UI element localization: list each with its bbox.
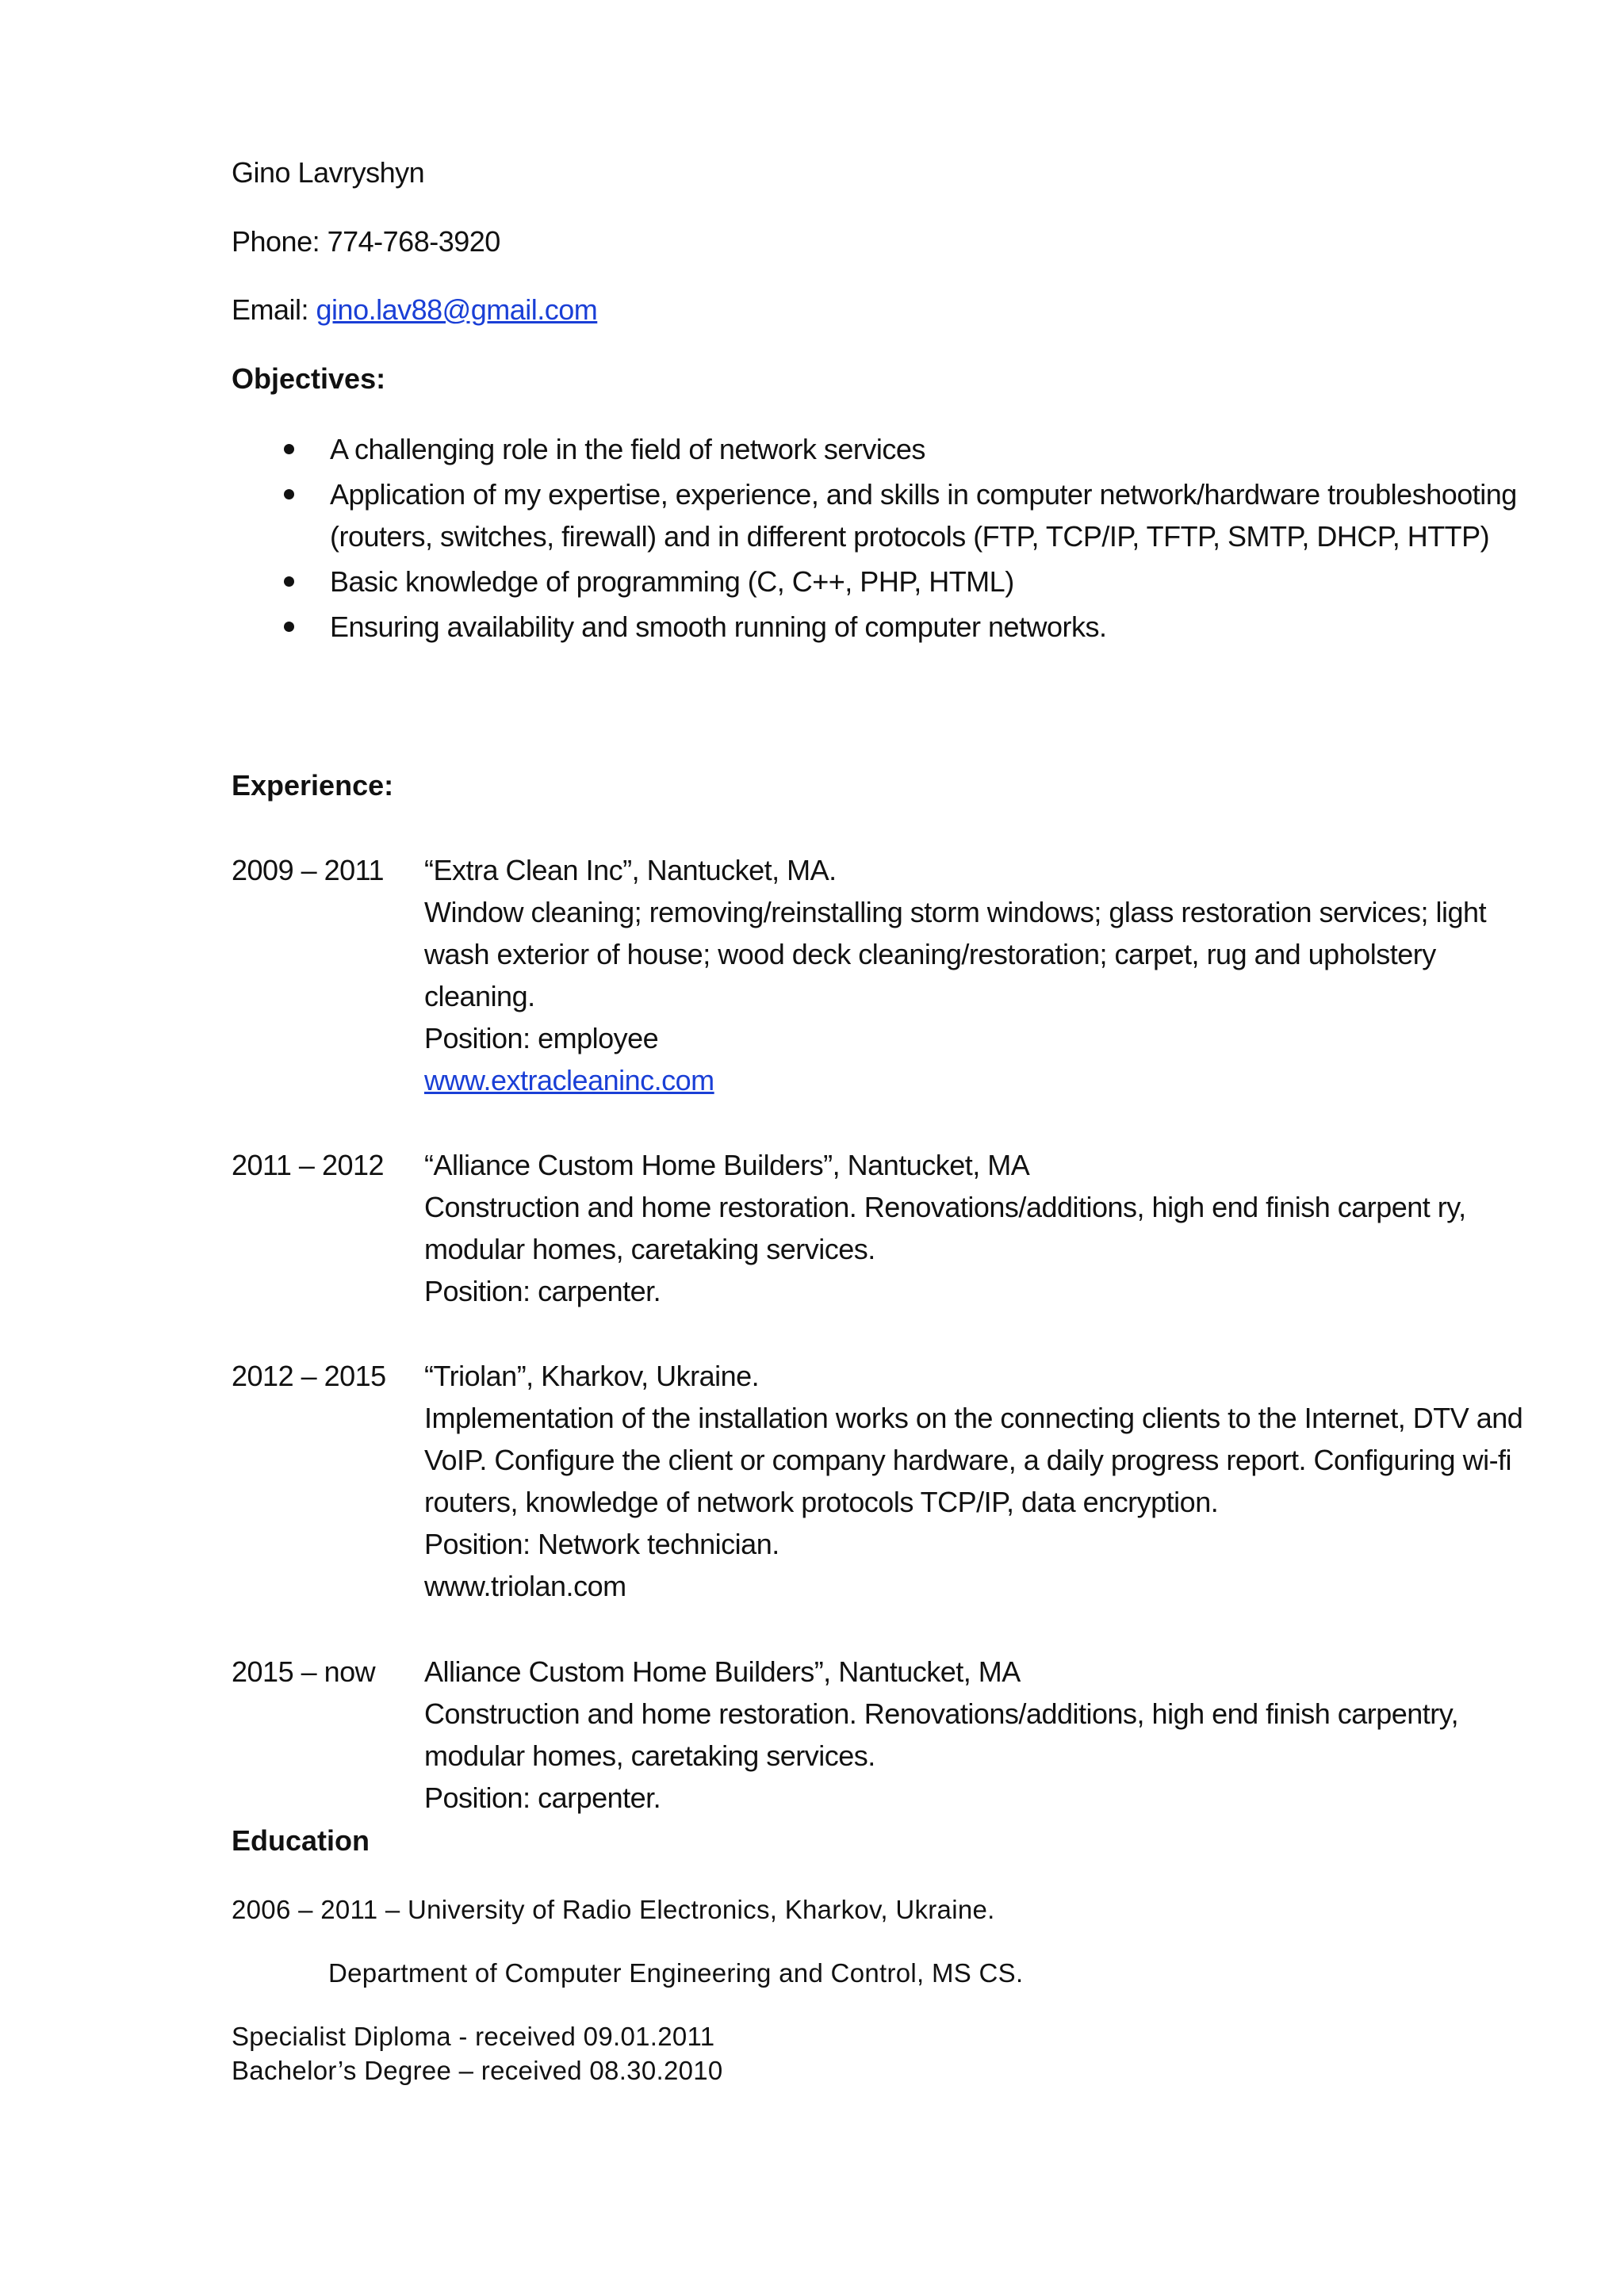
job-position: Position: carpenter.	[424, 1275, 661, 1307]
bullet-icon	[284, 489, 294, 499]
job-position: Position: Network technician.	[424, 1528, 779, 1560]
job-website-link[interactable]: www.extracleaninc.com	[424, 1064, 714, 1096]
objectives-heading: Objectives:	[232, 362, 386, 395]
list-item: Ensuring availability and smooth running of computer networks.	[232, 606, 1516, 648]
applicant-name: Gino Lavryshyn	[232, 156, 425, 189]
education-degree-line: 2006 – 2011 – University of Radio Electronics, Kharkov, Ukraine.	[232, 1895, 995, 1924]
job-title: Alliance Custom Home Builders”, Nantucket, MA	[424, 1655, 1021, 1688]
job-period: 2012 – 2015	[232, 1360, 386, 1392]
bullet-icon	[284, 576, 294, 587]
email-line	[232, 289, 597, 331]
job-title: “Alliance Custom Home Builders”, Nantucket, MA	[424, 1149, 1030, 1181]
job-description: Window cleaning; removing/reinstalling storm windows; glass restoration services; light wash exterior of house; wood deck cleaning/restoration; carpet, rug and upholstery cleaning.	[424, 896, 1487, 1012]
job-website: www.triolan.com	[424, 1570, 626, 1602]
experience-heading: Experience:	[232, 769, 394, 802]
specialist-diploma-line: Specialist Diploma - received 09.01.2011	[232, 2022, 715, 2051]
email-link[interactable]: gino.lav88@gmail.com	[316, 293, 598, 326]
bullet-icon	[284, 622, 294, 632]
education-department-line: Department of Computer Engineering and Control, MS CS.	[328, 1958, 1024, 1988]
list-item: Basic knowledge of programming (C, C++, PHP, HTML)	[232, 561, 1516, 603]
job-entry	[424, 1355, 1534, 1607]
education-heading: Education	[232, 1824, 370, 1857]
email-label: Email:	[232, 293, 316, 326]
phone-line: Phone: 774-768-3920	[232, 225, 500, 258]
job-description: Construction and home restoration. Renovations/additions, high end finish carpent ry, modular homes, caretaking services.	[424, 1191, 1466, 1265]
job-period: 2011 – 2012	[232, 1149, 385, 1181]
job-period: 2009 – 2011	[232, 854, 385, 886]
job-entry	[424, 1144, 1534, 1312]
job-description: Construction and home restoration. Renovations/additions, high end finish carpentry, modular homes, caretaking services.	[424, 1697, 1459, 1772]
job-position: Position: carpenter.	[424, 1781, 661, 1814]
list-item: A challenging role in the field of network services	[232, 428, 1516, 470]
job-period: 2015 – now	[232, 1655, 376, 1688]
objectives-list	[232, 428, 1516, 651]
job-position: Position: employee	[424, 1022, 659, 1054]
job-entry	[424, 1651, 1534, 1819]
job-title: “Extra Clean Inc”, Nantucket, MA.	[424, 854, 837, 886]
job-entry	[424, 849, 1534, 1101]
bachelor-degree-line: Bachelor’s Degree – received 08.30.2010	[232, 2056, 723, 2085]
bullet-icon	[284, 444, 294, 454]
job-description: Implementation of the installation works on the connecting clients to the Internet, DTV and VoIP. Configure the client or company hardware, a daily progress report. Configuring wi-fi routers, knowledge of network protocols TCP/IP, data encryption.	[424, 1402, 1523, 1518]
job-title: “Triolan”, Kharkov, Ukraine.	[424, 1360, 760, 1392]
list-item: Application of my expertise, experience, and skills in computer network/hardware troubleshooting (routers, switches, firewall) and in different protocols (FTP, TCP/IP, TFTP, SMTP, DHCP, HTTP)	[232, 473, 1527, 557]
